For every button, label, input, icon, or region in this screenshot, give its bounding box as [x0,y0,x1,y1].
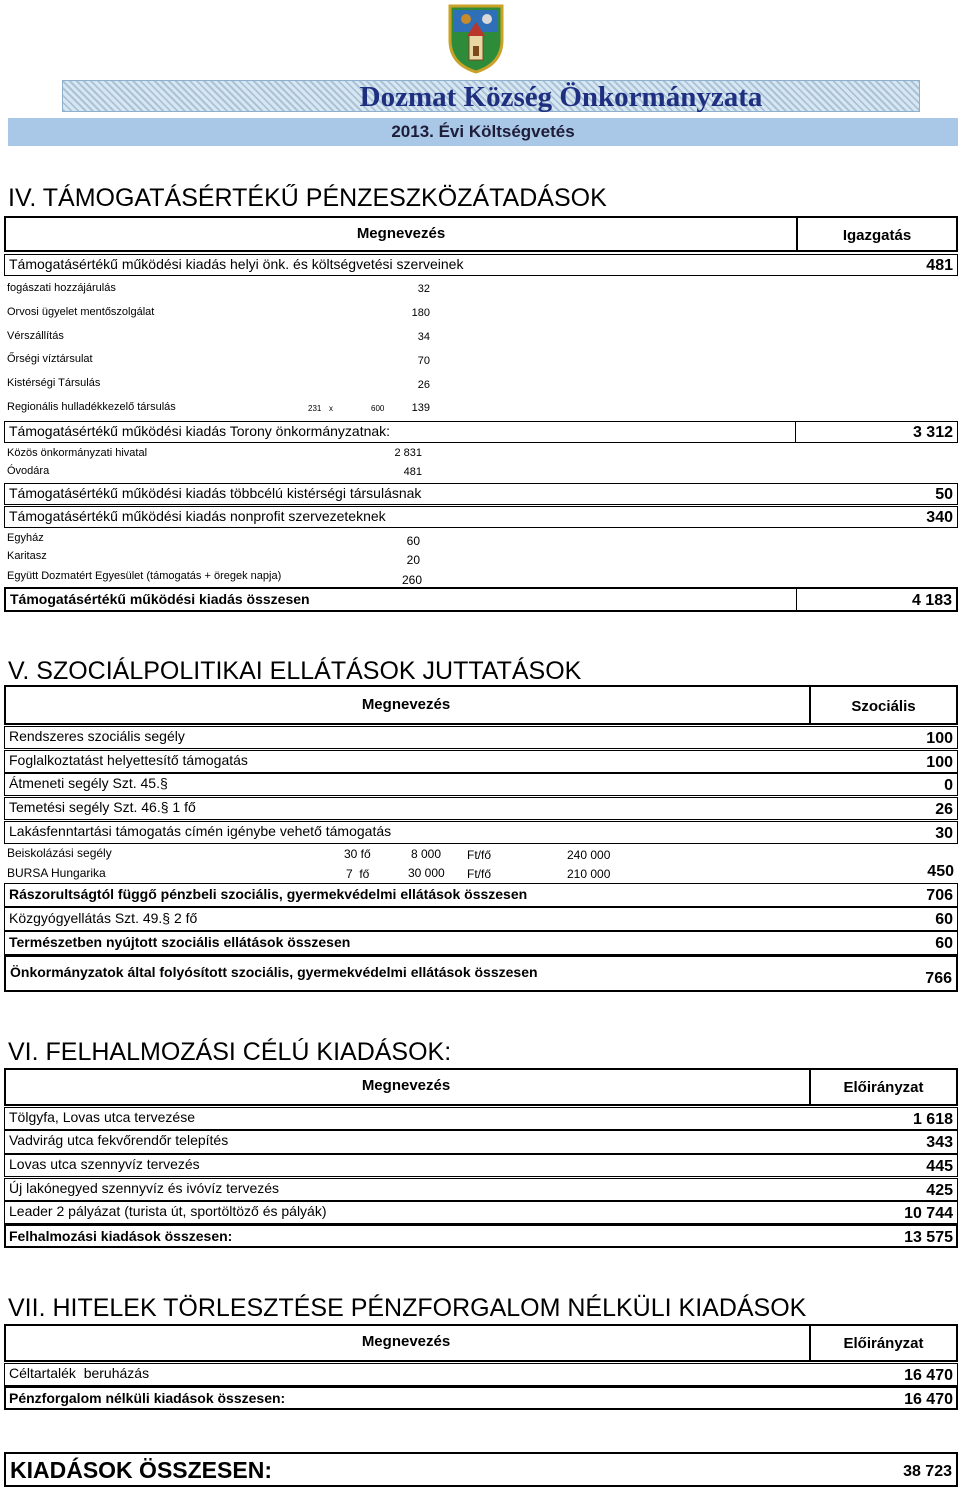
item-value: 481 [403,466,422,478]
row-label: Leader 2 pályázat (turista út, sportöltöző és pályák) [9,1203,327,1219]
row-value: 13 575 [904,1229,953,1246]
section-vii-header [4,1324,958,1362]
row-felh [4,1130,958,1154]
row-vi-total [4,1224,958,1248]
row-value: 16 470 [904,1391,953,1408]
item-extra: 600 [371,404,385,413]
coat-of-arms-logo [444,2,508,74]
row-value: 26 [935,801,953,818]
row-value: 1 618 [912,1111,953,1128]
row-helyi-onk [4,254,958,276]
grand-total-label: KIADÁSOK ÖSSZESEN: [10,1457,272,1483]
col-name-header: Megnevezés [356,225,446,242]
row-term-total [4,931,958,955]
row-value: 100 [926,754,953,771]
row-label: Tölgyfa, Lovas utca tervezése [9,1109,195,1125]
row-value: 3 312 [912,424,953,441]
row-label: Temetési segély Szt. 46.§ 1 fő [9,799,196,815]
row-nonprofit [4,506,958,528]
row-szoc [4,821,958,844]
col-value-header: Szociális [851,698,916,715]
row-iv-total [4,587,958,612]
grand-total-value: 38 723 [903,1463,952,1480]
row-value: 343 [926,1134,953,1151]
item-value: 70 [417,355,430,367]
col-name-header: Megnevezés [361,1077,451,1094]
item-value: 20 [406,553,420,567]
bursa-label: BURSA Hungarika [7,866,106,880]
row-label: Céltartalék beruházás [9,1365,150,1381]
item-label: Közös önkormányzati hivatal [7,447,148,459]
item-value: 139 [411,402,430,414]
row-label: Támogatásértékű működési kiadás összesen [10,591,310,607]
beisk-total: 240 000 [567,848,611,862]
section-v-header [4,685,958,725]
row-szoc [4,797,958,820]
row-felh [4,1154,958,1177]
row-szoc [4,750,958,773]
row-value: 706 [926,887,953,904]
row-value: 481 [926,257,953,274]
row-value: 10 744 [904,1205,953,1222]
item-value: 180 [411,307,430,319]
row-label: Támogatásértékű működési kiadás többcélú kistérségi társulásnak [9,485,422,501]
title-banner [62,80,920,112]
section-vi-title: VI. FELHALMOZÁSI CÉLÚ KIADÁSOK: [8,1038,452,1066]
row-value: 60 [935,935,953,952]
row-value: 0 [944,777,953,794]
col-value-header: Igazgatás [842,227,912,244]
grand-total-row [4,1452,958,1487]
row-label: Pénzforgalom nélküli kiadások összesen: [9,1390,286,1406]
row-label: Rendszeres szociális segély [9,728,185,744]
row-label: Lakásfenntartási támogatás címén igénybe vehető támogatás [9,823,392,839]
item-label: Kistérségi Társulás [7,377,101,389]
item-label: Egyház [7,532,44,544]
row-kisterseg [4,483,958,505]
row-value: 425 [926,1182,953,1199]
row-label: Közgyógyellátás Szt. 49.§ 2 fő [9,910,198,926]
section-vii-title: VII. HITELEK TÖRLESZTÉSE PÉNZFORGALOM NÉLKÜLI KIADÁSOK [8,1294,807,1322]
section-iv-title: IV. TÁMOGATÁSÉRTÉKŰ PÉNZESZKÖZÁTADÁSOK [8,184,607,212]
row-v-total [4,955,958,992]
row-label: Vadvirág utca fekvőrendőr telepítés [9,1132,229,1148]
row-felh [4,1178,958,1201]
item-label: Karitasz [7,550,47,562]
row-label: Felhalmozási kiadások összesen: [9,1228,233,1244]
row-szoc [4,773,958,796]
row-label: Önkormányzatok által folyósított szociális, gyermekvédelmi ellátások összesen [10,964,538,980]
row-value: 50 [935,486,953,503]
item-value: 2 831 [394,447,422,459]
col-name-header: Megnevezés [361,696,451,713]
item-label: fogászati hozzájárulás [7,282,116,294]
bursa-total: 210 000 [567,867,611,881]
row-value: 4 183 [911,592,952,609]
bursa-count: 7 fő [346,867,370,881]
bursa-amount: 30 000 [408,866,445,880]
row-label: Lovas utca szennyvíz tervezés [9,1156,200,1172]
item-value: 32 [417,283,430,295]
beisk-count: 30 fő [344,847,371,861]
page-title: Dozmat Község Önkormányzata [359,81,763,113]
row-label: Új lakónegyed szennyvíz és ivóvíz tervezés [9,1180,280,1196]
row-torony [4,421,958,443]
row-szoc [4,726,958,749]
item-label: Óvodára [7,465,50,477]
item-label: Vérszállítás [7,330,64,342]
row-vii-total [4,1386,958,1410]
item-value: 26 [417,379,430,391]
row-celtartalek [4,1363,958,1386]
row-value: 766 [925,970,952,987]
row-label: Foglalkoztatást helyettesítő támogatás [9,752,248,768]
col-value-header: Előirányzat [843,1079,924,1096]
section-vi-header [4,1068,958,1106]
col-name-header: Megnevezés [361,1333,451,1350]
row-value: 60 [935,911,953,928]
section-iv-header [4,216,958,252]
item-label: Együtt Dozmatért Egyesület (támogatás + öregek napja) [7,570,282,582]
item-value: 60 [406,534,420,548]
row-value: 30 [935,825,953,842]
row-rasz-total [4,883,958,907]
row-value: 445 [926,1158,953,1175]
item-extra: x [329,404,333,413]
row-label: Átmeneti segély Szt. 45.§ [9,775,168,791]
item-label: Orvosi ügyelet mentőszolgálat [7,306,155,318]
row-kozgyogy [4,907,958,931]
row-value: 16 470 [904,1367,953,1384]
row-label: Rászorultságtól függő pénzbeli szociális, gyermekvédelmi ellátások összesen [9,886,528,902]
col-value-header: Előirányzat [843,1335,924,1352]
beisk-label: Beiskolázási segély [7,846,112,860]
bursa-value: 450 [927,863,954,880]
row-label: Támogatásértékű működési kiadás Torony önkormányzatnak: [9,423,391,439]
item-value: 260 [401,573,422,587]
bursa-unit: Ft/fő [467,867,492,881]
row-felh [4,1201,958,1224]
item-extra: 231 [308,404,322,413]
row-label: Természetben nyújtott szociális ellátások összesen [9,934,351,950]
row-label: Támogatásértékű működési kiadás nonprofit szervezeteknek [9,508,386,524]
item-label: Regionális hulladékkezelő társulás [7,401,176,413]
beisk-amount: 8 000 [411,847,442,861]
section-v-title: V. SZOCIÁLPOLITIKAI ELLÁTÁSOK JUTTATÁSOK [8,657,582,685]
beisk-unit: Ft/fő [467,848,492,862]
row-value: 340 [926,509,953,526]
row-value: 100 [926,730,953,747]
item-value: 34 [417,331,430,343]
item-label: Őrségi víztársulat [7,353,93,365]
row-felh [4,1107,958,1130]
row-label: Támogatásértékű működési kiadás helyi önk. és költségvetési szerveinek [9,256,464,272]
page-subtitle: 2013. Évi Költségvetés [8,118,958,146]
